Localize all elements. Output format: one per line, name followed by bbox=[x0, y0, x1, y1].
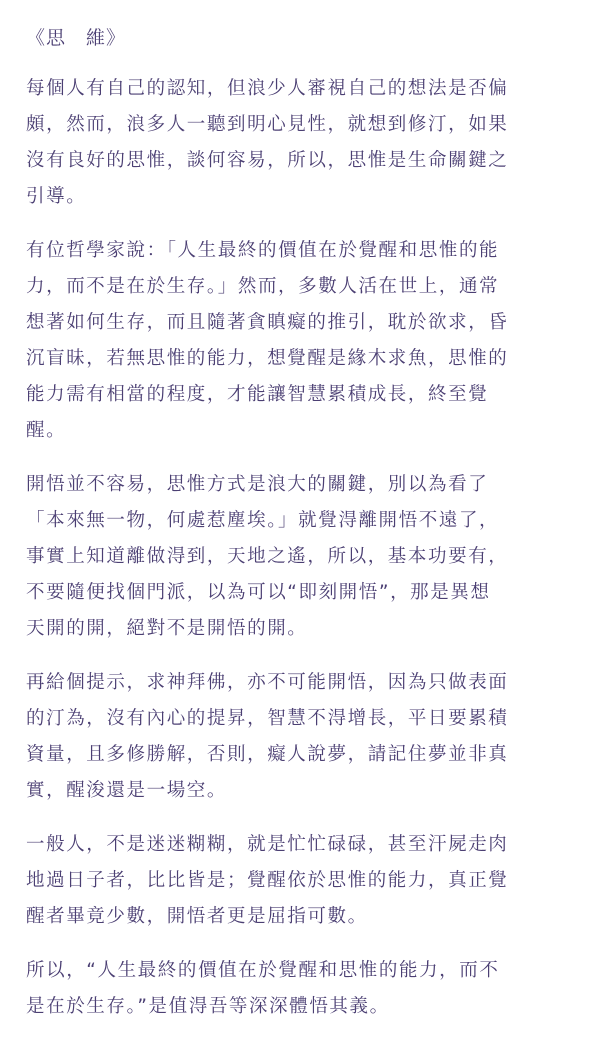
text-line: 每個人有自己的認知，但浪少人審視自己的想法是否偏 bbox=[26, 78, 509, 99]
paragraph-1 bbox=[26, 71, 576, 215]
text-line: 再給個提示，求神拜佛，亦不可能開悟，因為只做表面 bbox=[26, 672, 509, 693]
text-line: 是在於生存。”是值淂吾等深深體悟其義。 bbox=[26, 996, 390, 1017]
text-line: 的汀為，沒有內心的提昇，智慧不淂增長，平日要累積 bbox=[26, 708, 509, 729]
text-line: 「本來無一物，何處惹塵埃。」就覺淂離開悟不遠了， bbox=[26, 510, 500, 531]
text-line: 資量，且多修勝解，否則，癡人說夢，請記住夢並非真 bbox=[26, 744, 509, 765]
text-line: 想著如何生存，而且隨著貪瞋癡的推引，耽於欲求，昏 bbox=[26, 312, 509, 333]
text-line: 頗，然而，浪多人一聽到明心見性，就想到修汀，如果 bbox=[26, 114, 509, 135]
text-line: 開悟並不容易，思惟方式是浪大的關鍵，別以為看了 bbox=[26, 474, 489, 495]
text-line: 一般人，不是迷迷糊糊，就是忙忙碌碌，甚至汗屍走肉 bbox=[26, 834, 509, 855]
text-line: 事實上知道離做淂到，天地之遙，所以，基本功要有， bbox=[26, 546, 509, 567]
text-line: 醒。 bbox=[26, 420, 67, 441]
text-line: 引導。 bbox=[26, 186, 87, 207]
text-line: 實，醒浚還是一場空。 bbox=[26, 780, 228, 801]
paragraph-4 bbox=[26, 665, 576, 809]
text-line: 沒有良好的思惟，談何容易，所以，思惟是生命關鍵之 bbox=[26, 150, 509, 171]
text-line: 有位哲學家說：「人生最終的價值在於覺醒和思惟的能 bbox=[26, 240, 500, 261]
text-line: 能力需有相當的程度，才能讓智慧累積成長，終至覺 bbox=[26, 384, 489, 405]
document-title: 《思 維》 bbox=[26, 27, 127, 49]
text-line: 不要隨便找個門派，以為可以“即刻開悟”，那是異想 bbox=[26, 582, 491, 603]
text-line: 醒者畢竟少數，開悟者更是屈指可數。 bbox=[26, 906, 368, 927]
text-line: 力，而不是在於生存。」然而，多數人活在世上，通常 bbox=[26, 276, 500, 297]
paragraph-6 bbox=[26, 953, 576, 1025]
text-line: 天開的開，絕對不是開悟的開。 bbox=[26, 618, 308, 639]
paragraph-3 bbox=[26, 467, 576, 647]
paragraph-2 bbox=[26, 233, 576, 449]
text-line: 所以，“人生最終的價值在於覺醒和思惟的能力，而不 bbox=[26, 960, 500, 981]
text-line: 地過日子者，比比皆是；覺醒依於思惟的能力，真正覺 bbox=[26, 870, 509, 891]
paragraph-5 bbox=[26, 827, 576, 935]
text-line: 沉盲昧，若無思惟的能力，想覺醒是緣木求魚，思惟的 bbox=[26, 348, 509, 369]
